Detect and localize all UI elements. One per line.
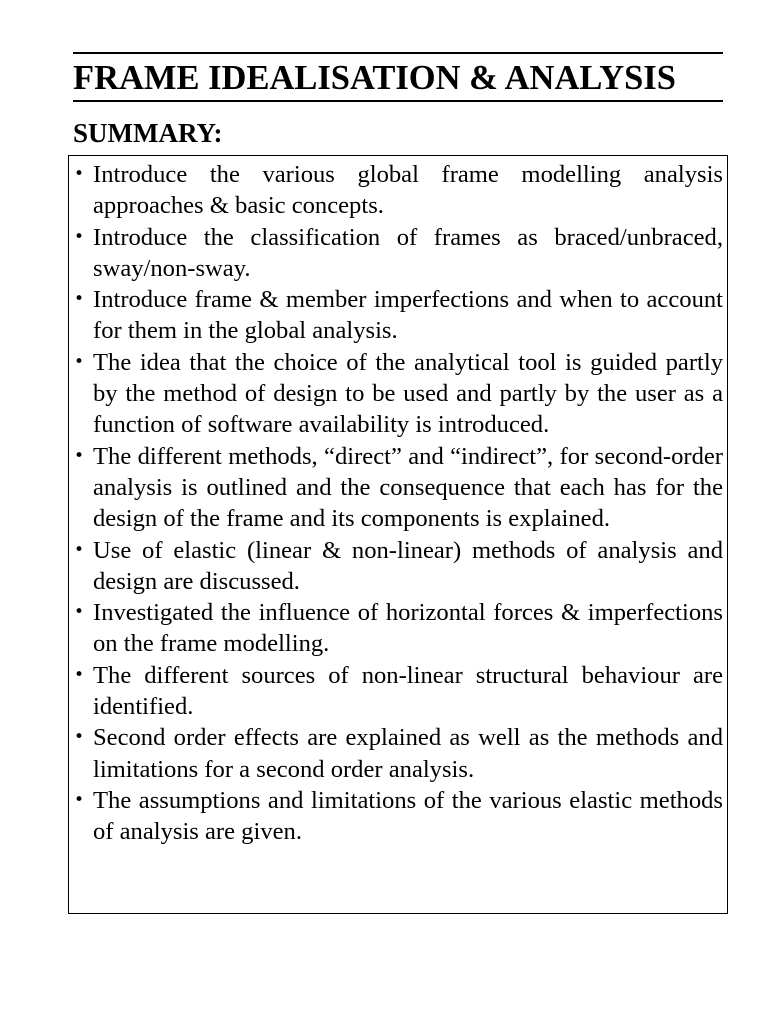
bullet-icon: • — [74, 664, 85, 685]
summary-bullet-item — [72, 347, 723, 441]
summary-bullet-text: The assumptions and limitations of the various elastic methods of analysis are given. — [93, 786, 723, 846]
summary-bullet-item — [72, 159, 723, 222]
summary-bullet-item — [72, 722, 723, 785]
title-bottom-rule — [73, 100, 723, 102]
summary-heading: SUMMARY: — [73, 118, 223, 148]
summary-bullet-text: Second order effects are explained as well as the methods and limitations for a second order analysis. — [93, 724, 723, 783]
summary-bullet-item — [72, 660, 723, 723]
summary-bullet-text: Investigated the influence of horizontal forces & imperfections on the frame modelling. — [93, 599, 723, 658]
summary-bullet-text: Introduce the classification of frames as braced/unbraced, sway/non-sway. — [93, 223, 723, 282]
summary-bullet-item — [72, 222, 723, 285]
page-title: FRAME IDEALISATION & ANALYSIS — [73, 59, 676, 97]
title-top-rule — [73, 52, 723, 54]
bullet-icon: • — [74, 727, 85, 748]
bullet-icon: • — [74, 789, 85, 810]
bullet-icon: • — [74, 351, 85, 372]
summary-bullet-text: The different sources of non-linear structural behaviour are identified. — [93, 661, 723, 721]
summary-bullet-item — [72, 441, 723, 535]
summary-bullet-text: The different methods, “direct” and “indirect”, for second-order analysis is outlined and the consequence that each has for the design of the frame and its components is explained. — [93, 442, 723, 533]
bullet-icon: • — [74, 539, 85, 560]
bullet-icon: • — [74, 602, 85, 623]
bullet-icon: • — [74, 226, 85, 247]
summary-bullet-item — [72, 597, 723, 660]
bullet-icon: • — [74, 164, 85, 184]
summary-bullet-item — [72, 535, 723, 598]
summary-bullet-item — [72, 785, 723, 848]
summary-bullet-text: Use of elastic (linear & non-linear) methods of analysis and design are discussed. — [93, 536, 723, 595]
summary-bullet-text: Introduce frame & member imperfections and when to account for them in the global analysis. — [93, 286, 723, 345]
summary-bullet-text: The idea that the choice of the analytical tool is guided partly by the method of design to be used and partly by the user as a function of software availability is introduced. — [93, 348, 723, 439]
summary-bullet-item — [72, 284, 723, 347]
bullet-icon: • — [74, 445, 85, 466]
summary-bullet-list — [72, 159, 723, 848]
summary-bullet-text: Introduce the various global frame modelling analysis approaches & basic concepts. — [93, 161, 723, 220]
bullet-icon: • — [74, 289, 85, 310]
